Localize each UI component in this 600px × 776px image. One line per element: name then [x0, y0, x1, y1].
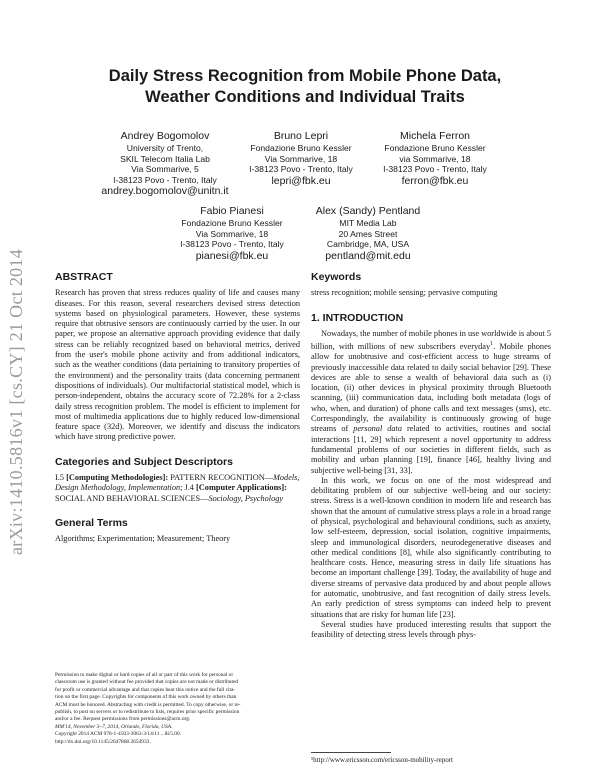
- author-affiliation: Fondazione Bruno Kessler: [181, 218, 283, 228]
- intro-paragraph-3: Several studies have produced interesting results that support the feasibility of detecting stress levels through phys-: [311, 619, 551, 640]
- author-affiliation: SKIL Telecom Italia Lab: [120, 153, 210, 164]
- intro-text: Nowadays, the number of mobile phones in use worldwide is about 5 billion, with millions of new subscribers everyday: [311, 328, 551, 351]
- author-block-ferron: [355, 130, 515, 188]
- permission-line: Copyright 2014 ACM 978-1-4503-3063-3/14/11 ...$15.00.: [55, 731, 182, 738]
- introduction-heading: 1. INTRODUCTION: [311, 311, 404, 324]
- intro-text: related to activities, routines and social interactions [11, 29] which represent a novel opportunity to address fundamental problems of our societies in different fields, such as mobility and urban planning [19], finance [46], healthy living and subjective well-being [31, 33].: [311, 424, 551, 475]
- permission-line: http://dx.doi.org/10.1145/2647868.2654933.: [55, 738, 151, 745]
- author-affiliation: via Sommarive, 18: [399, 153, 471, 164]
- author-email[interactable]: lepri@fbk.eu: [271, 174, 331, 187]
- permission-line: ACM must be honored. Abstracting with credit is permitted. To copy otherwise, or re-: [55, 701, 241, 708]
- author-affiliation: Cambridge, MA, USA: [326, 239, 410, 249]
- author-affiliation: I-38123 Povo - Trento, Italy: [180, 239, 284, 249]
- category-label: [Computing Methodologies]:: [66, 473, 169, 483]
- author-affiliation: MIT Media Lab: [339, 218, 397, 228]
- author-email[interactable]: ferron@fbk.eu: [401, 174, 469, 187]
- intro-text: . Mobile phones allow for unobtrusive and cost-efficient access to huge streams of previously inaccessible data related to daily social behavior [29]. These devices are able to sense a wealth of behavioral data such as (i) location, (ii) other devices in physical proximity through Bluetooth scanning, (iii) communication data, including both metadata (logs of who, when, and duration) of phone calls and text messages (sms), etc. Correspondingly, the availability is continuously growing of huge streams of: [311, 341, 551, 434]
- paper-title: [60, 66, 550, 108]
- footnote[interactable]: ¹http://www.ericsson.com/ericsson-mobility-report: [311, 756, 454, 764]
- category-text: ; J.4: [180, 483, 194, 493]
- right-column: [311, 272, 551, 641]
- keywords-text: stress recognition; mobile sensing; pervasive computing: [311, 288, 498, 298]
- general-terms-heading: General Terms: [55, 516, 128, 529]
- author-email[interactable]: pianesi@fbk.eu: [195, 249, 269, 262]
- author-name: Andrey Bogomolov: [120, 130, 210, 142]
- author-affiliation: Via Sommarive, 18: [195, 228, 269, 239]
- author-name: Alex (Sandy) Pentland: [315, 205, 421, 217]
- author-email[interactable]: pentland@mit.edu: [325, 249, 411, 262]
- author-affiliation: Via Sommarive, 5: [131, 164, 199, 174]
- author-affiliation: Via Sommarive, 18: [264, 153, 338, 164]
- footnote-divider: [311, 752, 391, 753]
- keywords-heading: Keywords: [311, 271, 362, 283]
- categories-heading: Categories and Subject Descriptors: [55, 455, 233, 468]
- author-name: Bruno Lepri: [273, 130, 329, 142]
- abstract-heading: ABSTRACT: [55, 271, 113, 283]
- author-affiliation: I-38123 Povo - Trento, Italy: [249, 164, 353, 174]
- permission-notice: [55, 672, 300, 746]
- permission-line: Permission to make digital or hard copies of all or part of this work for personal or: [55, 672, 234, 678]
- categories-text: [55, 473, 300, 504]
- abstract-text: Research has proven that stress reduces quality of life and causes many diseases. For this reason, several researchers devised stress detection systems based on physiological parameters. However, these systems require that obtrusive sensors are continuously carried by the user. In our paper, we propose an alternative approach providing evidence that daily stress can be reliably recognized based on behavioral metrics, derived from the user's mobile phone activity and from additional indicators, such as the weather conditions (data pertaining to transitory properties of the environment) and the personality traits (data concerning permanent dispositions of individuals). Our multifactorial statistical model, which is person-independent, obtains the accuracy score of 72.28% for a 2-class daily stress recognition problem. The model is efficient to implement for most of multimedia applications due to highly reduced low-dimensional feature space (32d). Moreover, we identify and discuss the indicators which have strong predictive power.: [55, 288, 300, 442]
- general-terms-text: Algorithms; Experimentation; Measurement; Theory: [55, 534, 231, 544]
- category-text: SOCIAL AND BEHAVIORAL SCIENCES—: [55, 493, 209, 503]
- intro-italic: personal data: [353, 424, 402, 434]
- permission-line: and/or a fee. Request permissions from permissions@acm.org.: [55, 716, 191, 723]
- author-affiliation: Fondazione Bruno Kessler: [384, 143, 486, 153]
- author-affiliation: I-38123 Povo - Trento, Italy: [113, 174, 217, 185]
- left-column: [55, 272, 300, 545]
- category-label: [Computer Applications]:: [196, 483, 287, 493]
- author-affiliation: Fondazione Bruno Kessler: [250, 143, 352, 153]
- title-line-2: Weather Conditions and Individual Traits: [145, 88, 465, 106]
- author-affiliation: University of Trento,: [126, 143, 204, 153]
- category-code: I.5: [55, 473, 64, 483]
- author-email[interactable]: andrey.bogomolov@unitn.it: [101, 185, 229, 197]
- footnote-marker[interactable]: 1: [490, 341, 494, 348]
- permission-line: tion on the first page. Copyrights for components of this work owned by others than: [55, 694, 237, 701]
- permission-line: for profit or commercial advantage and that copies bear this notice and the full cita-: [55, 686, 236, 693]
- permission-line: MM'14, November 3–7, 2014, Orlando, Florida, USA.: [55, 723, 173, 730]
- author-affiliation: 20 Ames Street: [338, 228, 398, 239]
- intro-paragraph-2: In this work, we focus on one of the most widespread and debilitating problem of our subjective well-being and our society: stress. Stress is a well-known condition in modern life and research has shown that the amount of cumulative stress plays a role in a broad range of physical, psychological and behavioural conditions, such as anxiety, low self-esteem, depression, social isolation, cognitive impairments, sleep and immunological disorders, neurodegenerative diseases and other medical conditions [8], while also significantly contributing to healthcare costs. Hence, measuring stress in daily life situations has become an important challenge [39]. Today, the availability of huge and diverse streams of pervasive data produced by and about people allows for automatic, unobtrusive, and fast recognition of daily stress levels. An early prediction of stress symptoms can indeed help to prevent situations that are risky for human life [23].: [311, 475, 551, 619]
- permission-line: publish, to post on servers or to redistribute to lists, requires prior specific permission: [55, 709, 240, 716]
- category-text: PATTERN RECOGNITION—: [170, 473, 273, 483]
- permission-line: classroom use is granted without fee provided that copies are not made or distributed: [55, 679, 239, 686]
- author-affiliation: I-38123 Povo - Trento, Italy: [383, 164, 487, 174]
- author-block-pentland: [288, 205, 448, 263]
- category-italic: Sociology, Psychology: [208, 493, 284, 503]
- arxiv-stamp: arXiv:1410.5816v1 [cs.CY] 21 Oct 2014: [6, 248, 26, 555]
- category-italic: Models, Design Methodology, Implementation: [55, 473, 300, 493]
- intro-paragraph-1: [311, 329, 551, 476]
- title-line-1: Daily Stress Recognition from Mobile Phone Data,: [108, 67, 502, 85]
- author-name: Fabio Pianesi: [200, 205, 264, 217]
- author-name: Michela Ferron: [399, 130, 471, 142]
